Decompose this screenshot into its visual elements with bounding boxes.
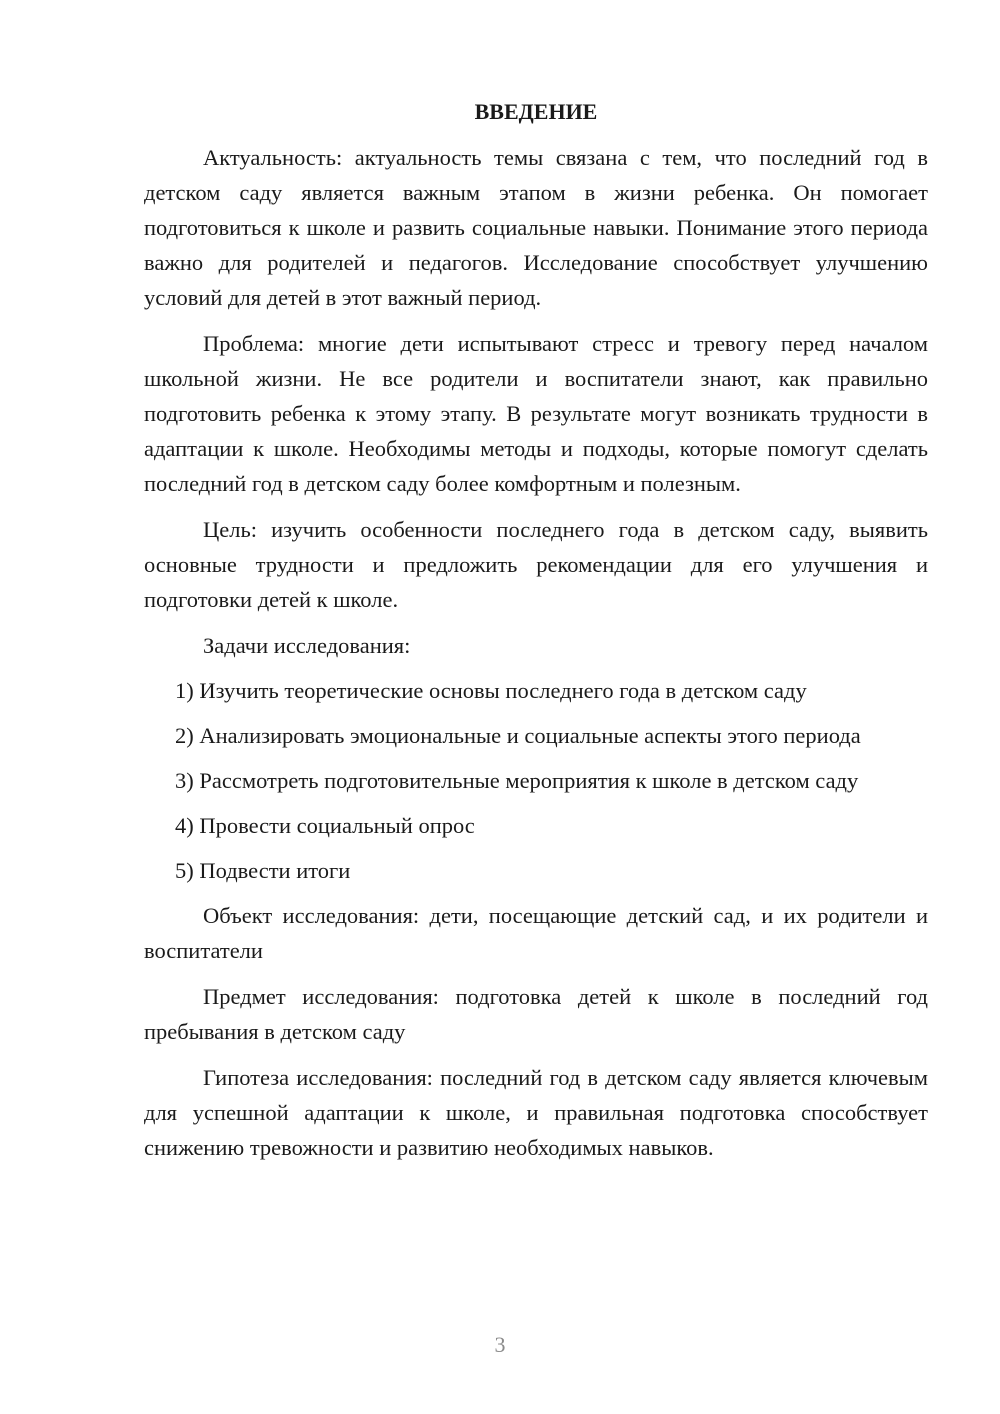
- task-item-2: 2) Анализировать эмоциональные и социальные аспекты этого периода: [175, 723, 861, 748]
- page-number: 3: [494, 1332, 506, 1357]
- relevance-paragraph: Актуальность: актуальность темы связана с тем, что последний год в детском саду является важным этапом в жизни ребенка. Он помогает подготовиться к школе и развить социальные навыки. Понимание этого периода важно для родителей и педагогов. Исследование способствует улучшению условий для детей в этот важный период.: [144, 145, 928, 310]
- task-item-1: 1) Изучить теоретические основы последнего года в детском саду: [175, 678, 807, 703]
- task-item-4: 4) Провести социальный опрос: [175, 813, 475, 838]
- tasks-heading: Задачи исследования:: [203, 633, 411, 658]
- task-item-5: 5) Подвести итоги: [175, 858, 351, 883]
- hypothesis-paragraph: Гипотеза исследования: последний год в детском саду является ключевым для успешной адаптации к школе, и правильная подготовка способствует снижению тревожности и развитию необходимых навыков.: [144, 1065, 928, 1160]
- subject-paragraph: Предмет исследования: подготовка детей к школе в последний год пребывания в детском саду: [144, 984, 928, 1044]
- section-title: ВВЕДЕНИЕ: [474, 99, 598, 124]
- object-paragraph: Объект исследования: дети, посещающие детский сад, и их родители и воспитатели: [144, 903, 928, 963]
- goal-paragraph: Цель: изучить особенности последнего года в детском саду, выявить основные трудности и предложить рекомендации для его улучшения и подготовки детей к школе.: [144, 517, 928, 612]
- task-item-3: 3) Рассмотреть подготовительные мероприятия к школе в детском саду: [175, 768, 859, 793]
- document-page: [144, 96, 928, 1176]
- problem-paragraph: Проблема: многие дети испытывают стресс и тревогу перед началом школьной жизни. Не все родители и воспитатели знают, как правильно подготовить ребенка к этому этапу. В результате могут возникать трудности в адаптации к школе. Необходимы методы и подходы, которые помогут сделать последний год в детском саду более комфортным и полезным.: [144, 331, 928, 496]
